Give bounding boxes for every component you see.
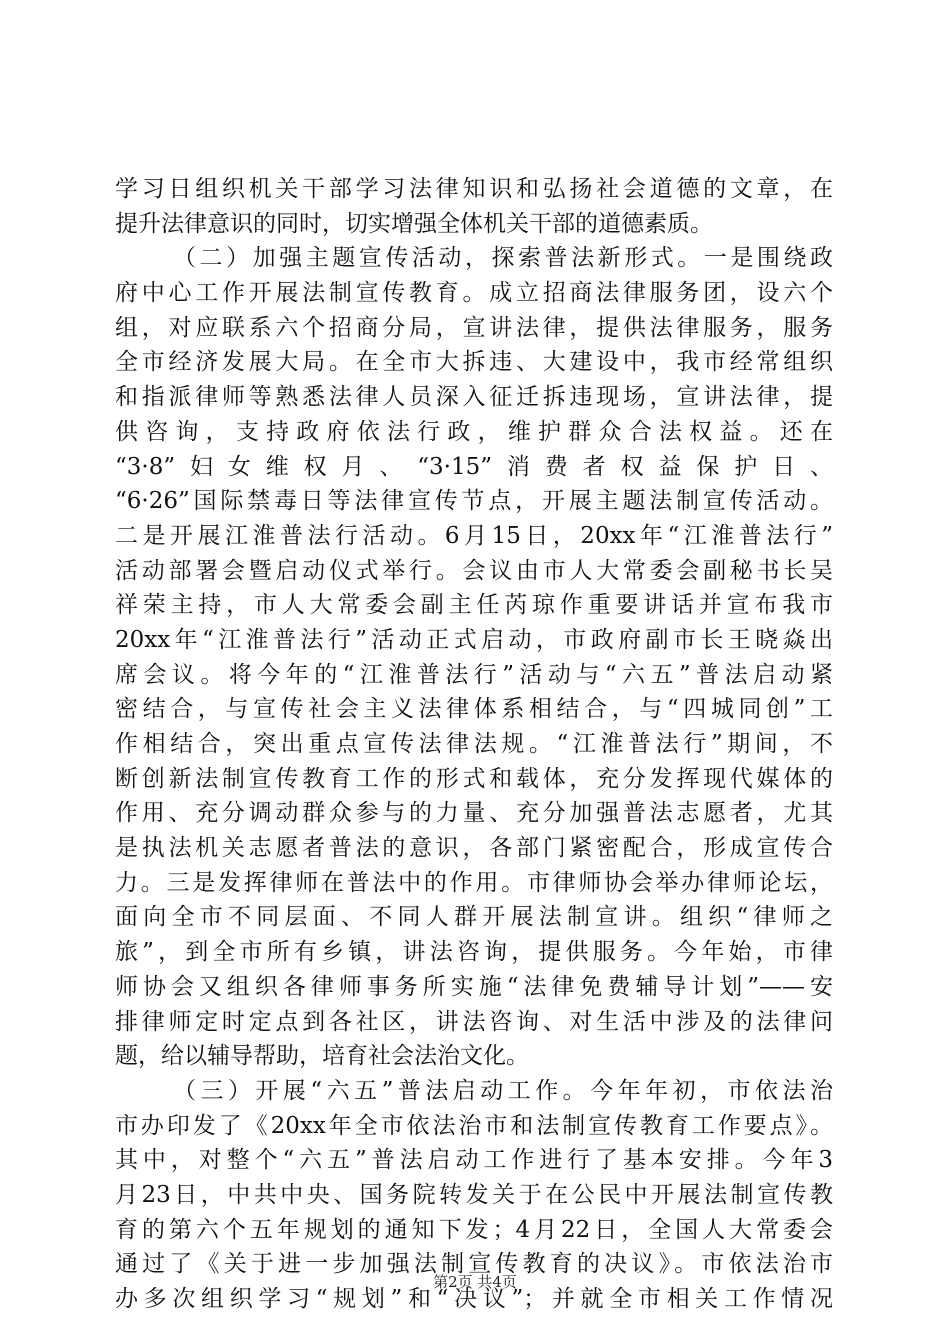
text-line: 月23日，中共中央、国务院转发关于在公民中开展法制宣传教 <box>115 1181 833 1208</box>
text-line: “3·8”妇女维权月、“3·15”消费者权益保护日、 <box>115 453 833 480</box>
text-line: 面向全市不同层面、不同人群开展法制宣讲。组织“律师之 <box>115 904 833 931</box>
text-line: 市办印发了《20xx年全市依法治市和法制宣传教育工作要点》。 <box>115 1112 833 1139</box>
text-line: 作用、充分调动群众参与的力量、充分加强普法志愿者，尤其 <box>115 800 833 827</box>
text-line: 育的第六个五年规划的通知下发；4月22日，全国人大常委会 <box>115 1216 833 1243</box>
text-line: 通过了《关于进一步加强法制宣传教育的决议》。市依法治市 <box>115 1251 833 1278</box>
text-line: “6·26”国际禁毒日等法律宣传节点，开展主题法制宣传活动。 <box>115 488 833 515</box>
text-line: 提升法律意识的同时，切实增强全体机关干部的道德素质。 <box>115 210 713 237</box>
text-line: 排律师定时定点到各社区，讲法咨询、对生活中涉及的法律问 <box>115 1008 833 1035</box>
text-line: （三）开展“六五”普法启动工作。今年年初，市依法治 <box>173 1077 833 1104</box>
text-line: 断创新法制宣传教育工作的形式和载体，充分发挥现代媒体的 <box>115 765 833 792</box>
document-body <box>115 172 833 1317</box>
text-line: 祥荣主持，市人大常委会副主任芮琼作重要讲话并宣布我市 <box>115 592 833 619</box>
page-footer: 第2页 共4页 <box>433 1273 517 1291</box>
text-line: （二）加强主题宣传活动，探索普法新形式。一是围绕政 <box>173 245 833 272</box>
text-line: 活动部署会暨启动仪式举行。会议由市人大常委会副秘书长吴 <box>115 557 833 584</box>
text-line: 其中，对整个“六五”普法启动工作进行了基本安排。今年3 <box>115 1147 833 1174</box>
text-line: 题，给以辅导帮助，培育社会法治文化。 <box>115 1043 529 1070</box>
text-line: 供咨询，支持政府依法行政，维护群众合法权益。还在 <box>115 418 833 445</box>
text-line: 二是开展江淮普法行活动。6月15日，20xx年“江淮普法行” <box>115 522 833 549</box>
text-line: 组，对应联系六个招商分局，宣讲法律，提供法律服务，服务 <box>115 314 833 341</box>
text-line: 全市经济发展大局。在全市大拆违、大建设中，我市经常组织 <box>115 349 833 376</box>
text-line: 席会议。将今年的“江淮普法行”活动与“六五”普法启动紧 <box>115 661 833 688</box>
text-line: 府中心工作开展法制宣传教育。成立招商法律服务团，设六个 <box>115 280 833 307</box>
text-line: 和指派律师等熟悉法律人员深入征迁拆违现场，宣讲法律，提 <box>115 384 833 411</box>
text-line: 学习日组织机关干部学习法律知识和弘扬社会道德的文章，在 <box>115 176 833 202</box>
text-line: 作相结合，突出重点宣传法律法规。“江淮普法行”期间，不 <box>115 731 833 757</box>
text-line: 办多次组织学习“规划”和“决议”；并就全市相关工作情况 <box>115 1286 833 1312</box>
text-line: 旅”，到全市所有乡镇，讲法咨询，提供服务。今年始，市律 <box>115 939 833 966</box>
text-line: 师协会又组织各律师事务所实施“法律免费辅导计划”——安 <box>115 973 833 1000</box>
text-line: 力。三是发挥律师在普法中的作用。市律师协会举办律师论坛， <box>115 869 833 896</box>
text-line: 是执法机关志愿者普法的意识，各部门紧密配合，形成宣传合 <box>115 835 833 862</box>
text-line: 20xx年“江淮普法行”活动正式启动，市政府副市长王晓焱出 <box>115 626 833 653</box>
text-line: 密结合，与宣传社会主义法律体系相结合，与“四城同创”工 <box>115 696 833 723</box>
